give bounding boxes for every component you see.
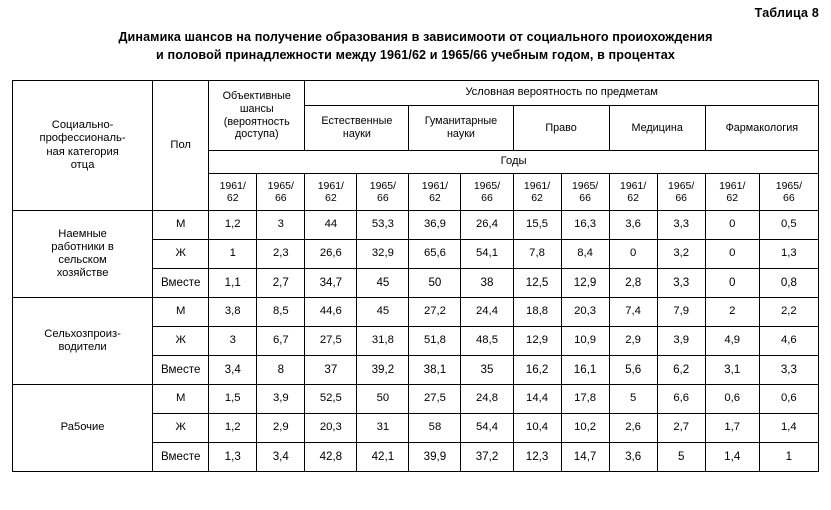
cell-value: 0 bbox=[609, 240, 657, 269]
cell-value: 24,4 bbox=[461, 298, 513, 327]
year-a4-line-2: 62 bbox=[531, 192, 543, 204]
cell-value: 1,3 bbox=[209, 443, 257, 472]
cell-value: 7,8 bbox=[513, 240, 561, 269]
cell-sex: Вместе bbox=[153, 269, 209, 298]
cell-value: 54,4 bbox=[461, 414, 513, 443]
year-b-line-1: 1965/ bbox=[267, 179, 294, 192]
header-category-line-1: Социально- bbox=[51, 119, 114, 132]
year-a2-line-1: 1961/ bbox=[317, 179, 344, 192]
cell-value: 3,1 bbox=[705, 356, 759, 385]
title-line-2: и половой принадлежности между 1961/62 и 1965/66 учебным годом, в процентах bbox=[156, 48, 675, 63]
cell-value: 54,1 bbox=[461, 240, 513, 269]
cell-value: 50 bbox=[357, 385, 409, 414]
year-b4-line-2: 66 bbox=[579, 192, 591, 204]
cell-value: 1,3 bbox=[759, 240, 818, 269]
cell-value: 6,6 bbox=[657, 385, 705, 414]
cell-value: 38 bbox=[461, 269, 513, 298]
header-year-1961-62-natural bbox=[305, 174, 357, 211]
year-a3-line-1: 1961/ bbox=[421, 179, 449, 192]
cell-value: 2,9 bbox=[609, 327, 657, 356]
cell-value: 5,6 bbox=[609, 356, 657, 385]
cell-value: 42,1 bbox=[357, 443, 409, 472]
cell-value: 1,1 bbox=[209, 269, 257, 298]
header-subject-natural-sciences bbox=[305, 106, 409, 151]
header-year-1965-66-pharmacology bbox=[759, 174, 818, 211]
cell-value: 0 bbox=[705, 240, 759, 269]
header-category-line-2: профессиональ- bbox=[39, 132, 126, 145]
table-row bbox=[13, 298, 819, 327]
cell-value: 32,9 bbox=[357, 240, 409, 269]
cell-value: 12,9 bbox=[561, 269, 609, 298]
subject-0-line-1: Естественные bbox=[321, 115, 393, 128]
cell-value: 58 bbox=[409, 414, 461, 443]
cell-sex: Вместе bbox=[153, 443, 209, 472]
group-0-line-1: Наемные bbox=[58, 227, 107, 240]
cell-value: 3,6 bbox=[609, 211, 657, 240]
year-b4-line-1: 1965/ bbox=[571, 179, 599, 192]
cell-value: 0 bbox=[705, 269, 759, 298]
cell-value: 2,7 bbox=[657, 414, 705, 443]
cell-value: 36,9 bbox=[409, 211, 461, 240]
cell-value: 16,2 bbox=[513, 356, 561, 385]
cell-sex: М bbox=[153, 298, 209, 327]
cell-value: 3,6 bbox=[609, 443, 657, 472]
cell-value: 50 bbox=[409, 269, 461, 298]
title-line-1: Динамика шансов на получение образования в зависимооти от социального проиохождения bbox=[118, 30, 713, 44]
cell-value: 3 bbox=[209, 327, 257, 356]
cell-value: 37,2 bbox=[461, 443, 513, 472]
group-0-line-2: работники в bbox=[51, 240, 114, 253]
cell-value: 15,5 bbox=[513, 211, 561, 240]
header-year-1965-66-natural bbox=[357, 174, 409, 211]
row-group-label-1 bbox=[13, 298, 153, 385]
cell-value: 26,4 bbox=[461, 211, 513, 240]
cell-value: 3,4 bbox=[209, 356, 257, 385]
header-category bbox=[13, 81, 153, 211]
subject-1-line-1: Гуманитарные bbox=[424, 115, 498, 128]
subject-2-line-1: Право bbox=[545, 121, 577, 134]
cell-value: 5 bbox=[657, 443, 705, 472]
header-subject-humanities bbox=[409, 106, 513, 151]
cell-value: 8,5 bbox=[257, 298, 305, 327]
year-b3-line-1: 1965/ bbox=[473, 179, 501, 192]
cell-value: 16,3 bbox=[561, 211, 609, 240]
cell-value: 39,2 bbox=[357, 356, 409, 385]
cell-value: 10,4 bbox=[513, 414, 561, 443]
cell-value: 20,3 bbox=[305, 414, 357, 443]
cell-value: 14,7 bbox=[561, 443, 609, 472]
table-row bbox=[13, 211, 819, 240]
year-a2-line-2: 62 bbox=[325, 192, 337, 204]
cell-value: 3,8 bbox=[209, 298, 257, 327]
cell-value: 8 bbox=[257, 356, 305, 385]
page-title bbox=[14, 28, 817, 65]
cell-value: 0,5 bbox=[759, 211, 818, 240]
objective-chances-line-1: Объективные bbox=[222, 90, 291, 103]
cell-value: 3,3 bbox=[657, 269, 705, 298]
row-group-label-2 bbox=[13, 385, 153, 472]
objective-chances-line-4: доступа) bbox=[234, 128, 279, 141]
header-year-1961-62-law bbox=[513, 174, 561, 211]
row-group-label-0 bbox=[13, 211, 153, 298]
cell-value: 16,1 bbox=[561, 356, 609, 385]
year-b6-line-1: 1965/ bbox=[775, 179, 803, 192]
data-table-container bbox=[12, 80, 819, 472]
header-year-1965-66-medicine bbox=[657, 174, 705, 211]
cell-value: 1,4 bbox=[759, 414, 818, 443]
year-a5-line-1: 1961/ bbox=[619, 179, 647, 192]
cell-value: 2,9 bbox=[257, 414, 305, 443]
header-year-1965-66-humanities bbox=[461, 174, 513, 211]
year-a3-line-2: 62 bbox=[429, 192, 441, 204]
cell-value: 1 bbox=[759, 443, 818, 472]
cell-value: 1,2 bbox=[209, 211, 257, 240]
cell-value: 65,6 bbox=[409, 240, 461, 269]
year-a-line-1: 1961/ bbox=[219, 179, 246, 192]
cell-value: 34,7 bbox=[305, 269, 357, 298]
cell-value: 2,3 bbox=[257, 240, 305, 269]
header-year-1965-66-law bbox=[561, 174, 609, 211]
cell-value: 48,5 bbox=[461, 327, 513, 356]
header-conditional-probability: Условная вероятность по предметам bbox=[305, 81, 819, 106]
year-b5-line-2: 66 bbox=[675, 192, 688, 204]
cell-value: 12,5 bbox=[513, 269, 561, 298]
cell-value: 1,4 bbox=[705, 443, 759, 472]
cell-value: 37 bbox=[305, 356, 357, 385]
header-objective-chances bbox=[209, 81, 305, 151]
cell-value: 3,9 bbox=[257, 385, 305, 414]
year-b2-line-1: 1965/ bbox=[369, 179, 397, 192]
year-a6-line-2: 62 bbox=[726, 192, 739, 204]
cell-value: 12,3 bbox=[513, 443, 561, 472]
cell-value: 3,3 bbox=[759, 356, 818, 385]
cell-value: 2,2 bbox=[759, 298, 818, 327]
cell-value: 0,6 bbox=[759, 385, 818, 414]
group-0-line-4: хозяйстве bbox=[56, 267, 109, 280]
year-a4-line-1: 1961/ bbox=[523, 179, 551, 192]
cell-value: 0,6 bbox=[705, 385, 759, 414]
cell-value: 2,6 bbox=[609, 414, 657, 443]
cell-value: 4,9 bbox=[705, 327, 759, 356]
header-year-1965-66-objective bbox=[257, 174, 305, 211]
header-year-1961-62-humanities bbox=[409, 174, 461, 211]
cell-value: 10,9 bbox=[561, 327, 609, 356]
cell-value: 38,1 bbox=[409, 356, 461, 385]
cell-sex: Ж bbox=[153, 327, 209, 356]
header-subject-pharmacology bbox=[705, 106, 818, 151]
cell-value: 52,5 bbox=[305, 385, 357, 414]
table-row bbox=[13, 385, 819, 414]
cell-value: 3,4 bbox=[257, 443, 305, 472]
cell-sex: Ж bbox=[153, 414, 209, 443]
cell-sex: М bbox=[153, 211, 209, 240]
header-year-1961-62-objective bbox=[209, 174, 257, 211]
objective-chances-line-3: (вероятность bbox=[223, 115, 290, 128]
year-b5-line-1: 1965/ bbox=[668, 179, 695, 192]
cell-value: 0 bbox=[705, 211, 759, 240]
cell-value: 7,9 bbox=[657, 298, 705, 327]
cell-value: 1,2 bbox=[209, 414, 257, 443]
cell-value: 3,2 bbox=[657, 240, 705, 269]
cell-value: 27,2 bbox=[409, 298, 461, 327]
year-a6-line-1: 1961/ bbox=[719, 179, 746, 192]
cell-value: 2 bbox=[705, 298, 759, 327]
cell-value: 44 bbox=[305, 211, 357, 240]
subject-4-line-1: Фармакология bbox=[725, 121, 799, 134]
table-header-row-1 bbox=[13, 81, 819, 106]
table-number-label: Таблица 8 bbox=[754, 6, 819, 20]
cell-value: 3 bbox=[257, 211, 305, 240]
cell-value: 2,7 bbox=[257, 269, 305, 298]
cell-value: 6,7 bbox=[257, 327, 305, 356]
year-b3-line-2: 66 bbox=[481, 192, 493, 204]
year-b2-line-2: 66 bbox=[377, 192, 389, 204]
year-a5-line-2: 62 bbox=[627, 192, 639, 204]
cell-value: 35 bbox=[461, 356, 513, 385]
cell-value: 27,5 bbox=[409, 385, 461, 414]
year-a-line-2: 62 bbox=[226, 192, 239, 204]
cell-value: 1,5 bbox=[209, 385, 257, 414]
cell-value: 8,4 bbox=[561, 240, 609, 269]
cell-value: 31,8 bbox=[357, 327, 409, 356]
cell-value: 26,6 bbox=[305, 240, 357, 269]
cell-value: 20,3 bbox=[561, 298, 609, 327]
data-table bbox=[12, 80, 819, 472]
cell-sex: М bbox=[153, 385, 209, 414]
cell-value: 24,8 bbox=[461, 385, 513, 414]
subject-0-line-2: науки bbox=[342, 128, 371, 140]
header-years: Годы bbox=[209, 151, 819, 174]
group-0-line-3: сельском bbox=[58, 254, 107, 266]
cell-value: 44,6 bbox=[305, 298, 357, 327]
cell-value: 42,8 bbox=[305, 443, 357, 472]
cell-value: 1 bbox=[209, 240, 257, 269]
cell-sex: Вместе bbox=[153, 356, 209, 385]
group-1-line-1: Сельхозпроиз- bbox=[44, 327, 121, 340]
cell-value: 17,8 bbox=[561, 385, 609, 414]
cell-value: 27,5 bbox=[305, 327, 357, 356]
header-year-1961-62-medicine bbox=[609, 174, 657, 211]
cell-value: 2,8 bbox=[609, 269, 657, 298]
group-2-line-1: Ра5очие bbox=[60, 421, 105, 434]
cell-value: 3,9 bbox=[657, 327, 705, 356]
header-year-1961-62-pharmacology bbox=[705, 174, 759, 211]
header-category-line-3: ная категория bbox=[46, 145, 119, 158]
cell-value: 3,3 bbox=[657, 211, 705, 240]
subject-3-line-1: Медицина bbox=[631, 121, 683, 134]
cell-value: 12,9 bbox=[513, 327, 561, 356]
cell-value: 53,3 bbox=[357, 211, 409, 240]
cell-value: 5 bbox=[609, 385, 657, 414]
year-b6-line-2: 66 bbox=[783, 192, 795, 204]
cell-value: 1,7 bbox=[705, 414, 759, 443]
cell-value: 39,9 bbox=[409, 443, 461, 472]
cell-value: 31 bbox=[357, 414, 409, 443]
group-1-line-2: водители bbox=[58, 341, 107, 353]
header-subject-law bbox=[513, 106, 609, 151]
cell-value: 18,8 bbox=[513, 298, 561, 327]
cell-value: 14,4 bbox=[513, 385, 561, 414]
header-subject-medicine bbox=[609, 106, 705, 151]
subject-1-line-2: науки bbox=[446, 128, 475, 140]
objective-chances-line-2: шансы bbox=[239, 102, 274, 115]
cell-value: 4,6 bbox=[759, 327, 818, 356]
header-category-line-4: отца bbox=[70, 158, 95, 171]
header-sex: Пол bbox=[153, 81, 209, 211]
cell-sex: Ж bbox=[153, 240, 209, 269]
cell-value: 45 bbox=[357, 298, 409, 327]
year-b-line-2: 66 bbox=[274, 192, 287, 204]
cell-value: 0,8 bbox=[759, 269, 818, 298]
cell-value: 45 bbox=[357, 269, 409, 298]
cell-value: 10,2 bbox=[561, 414, 609, 443]
cell-value: 7,4 bbox=[609, 298, 657, 327]
cell-value: 6,2 bbox=[657, 356, 705, 385]
cell-value: 51,8 bbox=[409, 327, 461, 356]
